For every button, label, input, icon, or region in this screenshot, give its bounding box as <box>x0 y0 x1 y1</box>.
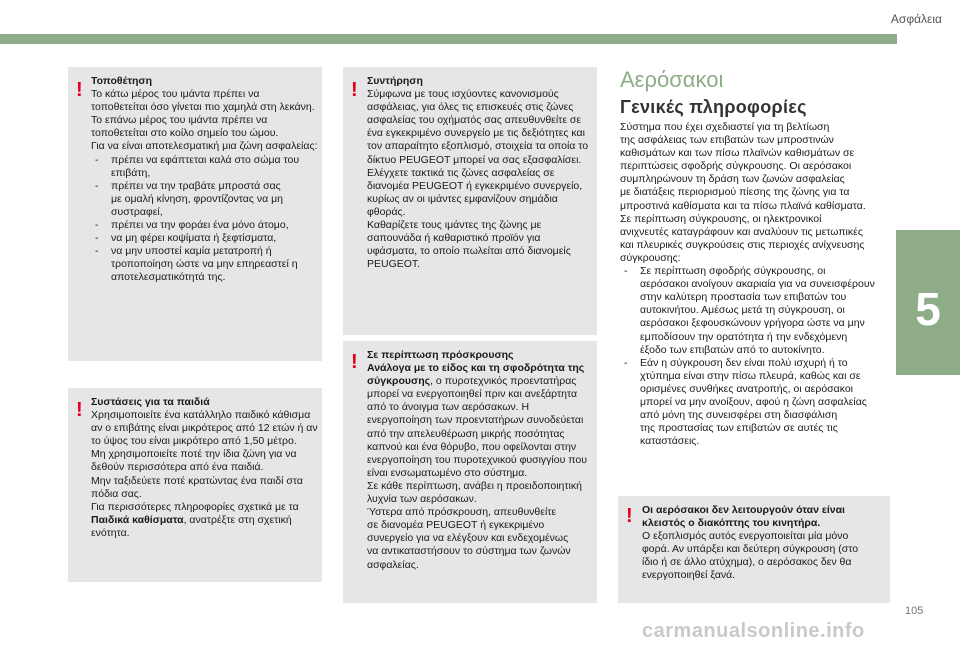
airbags-text: Σύστημα που έχει σχεδιαστεί για τη βελτίωση της ασφάλειας των επιβατών των μπροστινών καθισμάτων και των πίσω πλαϊνών καθισμάτων σε περιπτώσεις σφοδρής σύγκρουσης. Οι αερόσακοι συμπληρώνουν τη δράση των ζωνών ασφαλείας με διατάξεις περιορισμού πίεσης της ζώνης για τα μπροστινά καθίσματα και τα πίσω πλαϊνά καθίσματα. Σε περίπτωση σύγκρουσης, οι ηλεκτρονικοί ανιχνευτές καταγράφουν και αναλύουν τις μετωπικές και πλευρικές συγκρούσεις στις περιοχές ανίχνευσης σύγκρουσης: - Σε περίπτωση σφοδρής σύγκρουσης, οι αερόσακοι ανοίγουν ακαριαία για να συνεισφέρουν στην καλύτερη προστασία των επιβατών του αυτοκινήτου. Αμέσως μετά τη σύγκρουση, οι αερόσακοι ξεφουσκώνουν γρήγορα ώστε να μην εμποδίσουν την ορατότητα ή την ενδεχόμενη έξοδο των επιβατών από το αυτοκίνητο. - Εάν η σύγκρουση δεν είναι πολύ ισχυρή ή το χτύπημα είναι στην πίσω πλευρά, καθώς και σε ορισμένες συνθήκες ανατροπής, οι αερόσακοι μπορεί να μην ανοίξουν, αφού η ζώνη ασφαλείας από μόνη της συνεισφέρει στη διασφάλιση της προστασίας των επιβατών σε αυτές τις καταστάσεις. <box>620 121 882 448</box>
children-text: Συστάσεις για τα παιδιά Χρησιμοποιείτε ένα κατάλληλο παιδικό κάθισμα αν ο επιβάτης είναι μικρότερος από 12 ετών ή αν το ύψος του είναι μικρότερο από 1,50 μέτρο. Μη χρησιμοποιείτε ποτέ την ίδια ζώνη για να δεθούν περισσότερα από ένα παιδιά. Μην ταξιδεύετε ποτέ κρατώντας ένα παιδί στα πόδια σας. Για περισσότερες πληροφορίες σχετικά με τα Παιδικά καθίσματα, ανατρέξτε στη σχετική ενότητα. <box>91 396 321 540</box>
warning-icon: ! <box>76 399 83 421</box>
children-title: Συστάσεις για τα παιδιά <box>91 396 210 408</box>
positioning-text: Τοποθέτηση Το κάτω μέρος του ιμάντα πρέπει να τοποθετείται όσο γίνεται πιο χαμηλά στη λεκάνη. Το επάνω μέρος του ιμάντα πρέπει να τοποθετείται στο κοίλο σημείο του ώμου. Για να είναι αποτελεσματική μια ζώνη ασφαλείας: - πρέπει να εφάπτεται καλά στο σώμα του επιβάτη, - πρέπει να την τραβάτε μπροστά σας με ομαλή κίνηση, φροντίζοντας να μη συστραφεί, - πρέπει να την φοράει ένα μόνο άτομο, - να μη φέρει κοψίματα ή ξεφτίσματα, - να μην υποστεί καμία μετατροπή ή τροποποίηση ώστε να μην επηρεαστεί η αποτελεσματικότητά της. <box>91 75 321 285</box>
positioning-title: Τοποθέτηση <box>91 75 153 87</box>
child-seats-reference: Παιδικά καθίσματα <box>91 513 184 526</box>
impact-text: Σε περίπτωση πρόσκρουσης Ανάλογα με το είδος και τη σφοδρότητα της σύγκρουσης, ο πυροτεχνικός προεντατήρας μπορεί να ενεργοποιηθεί πριν και ανεξάρτητα από το άνοιγμα των αερόσακων. Η ενεργοποίηση των προεντατήρων συνοδεύεται από την απελευθέρωση μικρής ποσότητας καπνού και ένα θόρυβο, που οφείλονται στην ενεργοποίηση του πυροτεχνικού φυσιγγίου που είναι ενσωματωμένο στο σύστημα. Σε κάθε περίπτωση, ανάβει η προειδοποιητική λυχνία των αερόσακων. Ύστερα από πρόσκρουση, απευθυνθείτε σε διανομέα PEUGEOT ή εγκεκριμένο συνεργείο για να ελέγξουν και ενδεχομένως να αντικαταστήσουν το σύστημα των ζωνών ασφαλείας. <box>367 349 595 572</box>
list-item: - Εάν η σύγκρουση δεν είναι πολύ ισχυρή ή το χτύπημα είναι στην πίσω πλευρά, καθώς και σε ορισμένες συνθήκες ανατροπής, οι αερόσακοι μπορεί να μην ανοίξουν, αφού η ζώνη ασφαλείας από μόνη της συνεισφέρει στη διασφάλιση της προστασίας των επιβατών σε αυτές τις καταστάσεις. <box>624 356 867 448</box>
section-title: Ασφάλεια <box>890 12 942 26</box>
page-subheading: Γενικές πληροφορίες <box>620 97 807 117</box>
header-bar <box>0 34 897 44</box>
list-item: - να μην υποστεί καμία μετατροπή ή τροποποίηση ώστε να μην επηρεαστεί η αποτελεσματικότητά της. <box>95 245 298 284</box>
list-item: - πρέπει να την τραβάτε μπροστά σας με ομαλή κίνηση, φροντίζοντας να μη συστραφεί, <box>95 179 283 218</box>
watermark: carmanualsonline.info <box>642 620 865 642</box>
impact-title: Σε περίπτωση πρόσκρουσης <box>367 349 514 361</box>
maintenance-title: Συντήρηση <box>367 75 423 87</box>
list-item: - πρέπει να εφάπτεται καλά στο σώμα του επιβάτη, <box>95 153 300 179</box>
page-heading: Αερόσακοι <box>620 67 724 92</box>
warning-icon: ! <box>351 351 358 373</box>
warning-icon: ! <box>76 79 83 101</box>
page-number: 105 <box>905 605 924 617</box>
ignition-text: Οι αερόσακοι δεν λειτουργούν όταν είναι κλειστός ο διακόπτης του κινητήρα. Ο εξοπλισμός αυτός ενεργοποιείται μία μόνο φορά. Αν υπάρξει και δεύτερη σύγκρουση (στο ίδιο ή σε άλλο ατύχημα), ο αερόσακος δεν θα ενεργοποιηθεί ξανά. <box>642 504 859 582</box>
chapter-number: 5 <box>915 283 941 335</box>
maintenance-text: Συντήρηση Σύμφωνα με τους ισχύοντες κανονισμούς ασφάλειας, για όλες τις επισκευές στις ζώνες ασφαλείας του οχήματός σας απευθυνθείτε σε ένα εγκεκριμένο συνεργείο με τις δεξιότητες και τον απαραίτητο εξοπλισμό, στοιχεία τα οποία το δίκτυο PEUGEOT μπορεί να σας εξασφαλίσει. Ελέγχετε τακτικά τις ζώνες ασφαλείας σε διανομέα PEUGEOT ή εγκεκριμένο συνεργείο, κυρίως αν οι ιμάντες εμφανίζουν σημάδια φθοράς. Καθαρίζετε τους ιμάντες της ζώνης με σαπουνάδα ή καθαριστικό προϊόν για υφάσματα, το οποίο πωλείται από διανομείς PEUGEOT. <box>367 75 595 271</box>
warning-icon: ! <box>351 79 358 101</box>
list-item: - πρέπει να την φοράει ένα μόνο άτομο, <box>95 219 289 232</box>
list-item: - να μη φέρει κοψίματα ή ξεφτίσματα, <box>95 232 277 245</box>
list-item: - Σε περίπτωση σφοδρής σύγκρουσης, οι αερόσακοι ανοίγουν ακαριαία για να συνεισφέρουν στην καλύτερη προστασία των επιβατών του αυτοκινήτου. Αμέσως μετά τη σύγκρουση, οι αερόσακοι ξεφουσκώνουν γρήγορα ώστε να μην εμποδίσουν την ορατότητα ή την ενδεχόμενη έξοδο των επιβατών από το αυτοκίνητο. <box>624 265 875 356</box>
warning-icon: ! <box>626 505 633 527</box>
